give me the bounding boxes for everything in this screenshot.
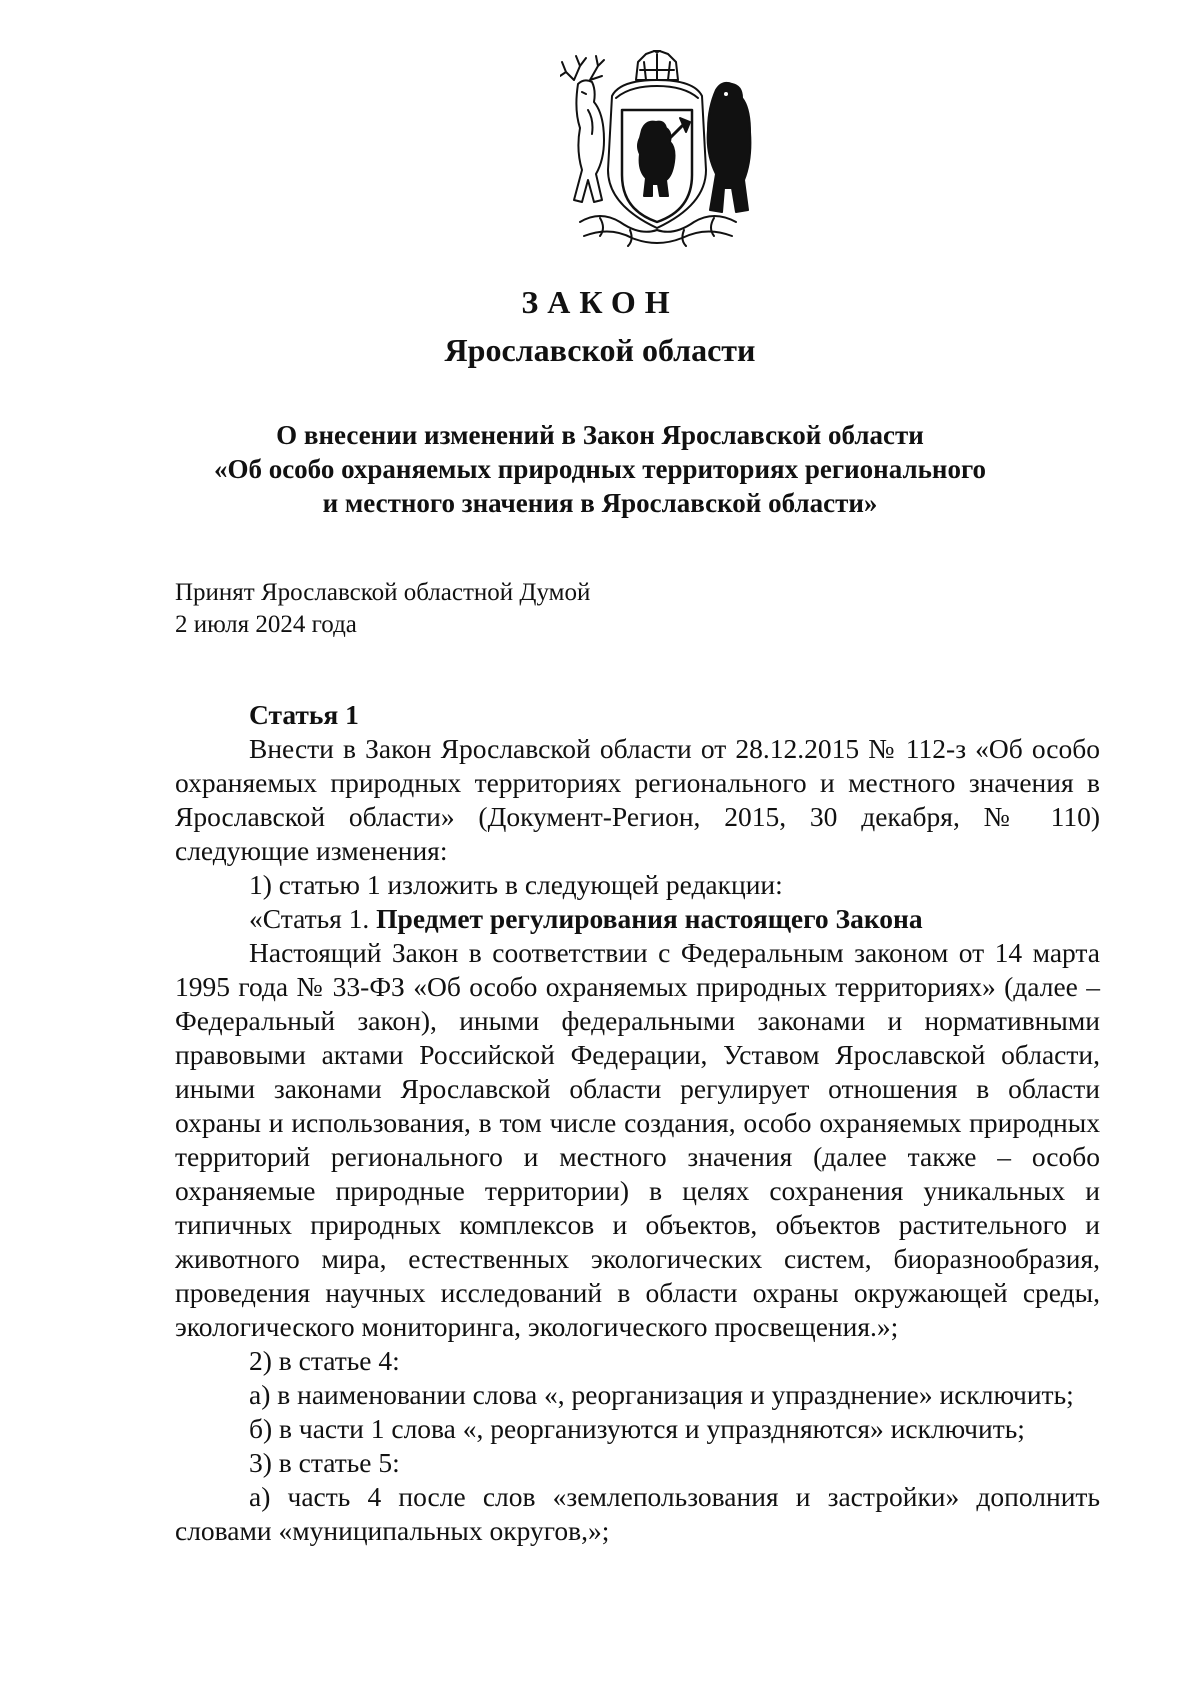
document-body (175, 698, 1100, 1548)
article-item: 2) в статье 4: (249, 1345, 400, 1376)
adoption-info (175, 577, 590, 641)
yaroslavl-coat-of-arms-icon (560, 50, 755, 250)
adoption-body: Принят Ярославской областной Думой (175, 579, 591, 606)
article-intro: Внести в Закон Ярославской области от 28.12.2015 № 112-з «Об особо охраняемых природных территориях регионального и местного значения в Ярославской области» (Документ-Регион, 2015, 30 декабря, № 110) следующие изменения: (175, 733, 1100, 866)
heading-line: и местного значения в Ярославской области» (322, 488, 878, 518)
document-type-title: ЗАКОН (521, 284, 679, 320)
article-item: 1) статью 1 изложить в следующей редакции: (249, 869, 783, 900)
article-item-body: Настоящий Закон в соответствии с Федеральным законом от 14 марта 1995 года № 33-ФЗ «Об особо охраняемых природных территориях» (далее – Федеральный закон), иными федеральными законами и нормативными правовыми актами Российской Федерации, Уставом Ярославской области, иными законами Ярославской области регулирует отношения в области охраны и использования, в том числе создания, особо охраняемых природных территорий регионального и местного значения (далее также – особо охраняемые природные территории) в целях сохранения уникальных и типичных природных комплексов и объектов, объектов растительного и животного мира, естественных экологических систем, биоразнообразия, проведения научных исследований в области охраны окружающей среды, экологического мониторинга, экологического просвещения.»; (175, 937, 1100, 1342)
article-item: 3) в статье 5: (249, 1447, 400, 1478)
adoption-date: 2 июля 2024 года (175, 611, 357, 638)
heading-line: «Об особо охраняемых природных территориях регионального (213, 454, 987, 484)
article-subitem: а) в наименовании слова «, реорганизация и упразднение» исключить; (249, 1379, 1074, 1410)
article-item-title-prefix: «Статья 1. (249, 903, 377, 934)
article-subitem: а) часть 4 после слов «землепользования и застройки» дополнить словами «муниципальных округов,»; (175, 1481, 1100, 1546)
coat-of-arms-emblem (560, 50, 755, 250)
document-region-title: Ярославской области (444, 332, 756, 368)
article-item-title (175, 902, 1100, 936)
document-heading (150, 418, 1050, 520)
article-heading: Статья 1 (249, 699, 359, 730)
article-subitem: б) в части 1 слова «, реорганизуются и упраздняются» исключить; (249, 1413, 1025, 1444)
heading-line: О внесении изменений в Закон Ярославской области (276, 420, 924, 450)
article-item-title-bold: Предмет регулирования настоящего Закона (376, 903, 923, 934)
